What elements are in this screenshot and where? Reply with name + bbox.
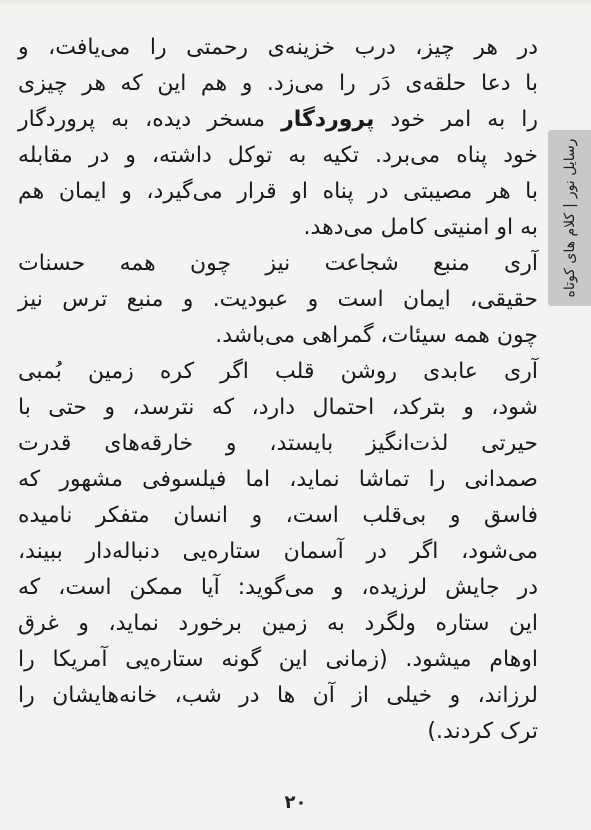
text-line-3-rest: مسخر دیده، به پروردگار — [18, 107, 266, 132]
text-line-3 — [18, 102, 538, 138]
text-line-2: با دعا حلقه‌ی دَر را می‌زد. و هم این که هر چیزی — [18, 71, 538, 96]
bold-word-parvardegar: پروردگار — [281, 107, 375, 132]
text-line-3-lead: را به امر خود — [390, 107, 538, 132]
text-line-6: به او امنیتی کامل می‌دهد. — [303, 215, 538, 240]
text-line-9: چون همه سیئات، گمراهی می‌باشد. — [215, 323, 538, 348]
text-line-15: می‌شود، اگر در آسمان ستاره‌یی دنباله‌دار ببیند، — [18, 539, 538, 564]
text-line-7: آری منبع شجاعت نیز چون همه حسنات — [18, 251, 538, 276]
text-line-11: شود، و بترکد، احتمال دارد، که نترسد، و حتی با — [18, 395, 538, 420]
text-line-10: آری عابدی روشن قلب اگر کره زمین بُمبی — [18, 359, 538, 384]
text-line-8: حقیقی، ایمان است و عبودیت. و منبع ترس نیز — [18, 287, 538, 312]
body-text — [18, 30, 538, 750]
side-tab-series: رسایل نور — [561, 138, 578, 199]
page-top-edge — [0, 0, 591, 6]
text-line-13: صمدانی را تماشا نماید، اما فیلسوفی مشهور که — [18, 467, 538, 492]
text-line-1: در هر چیز، درب خزینه‌ی رحمتی را می‌یافت، و — [18, 35, 538, 60]
page-number: ۲۰ — [284, 792, 307, 813]
text-line-4: خود پناه می‌برد. تکیه به توکل داشته، و در مقابله — [18, 143, 538, 168]
chapter-side-tab — [548, 130, 591, 306]
text-line-16: در جایش لرزیده، و می‌گوید: آیا ممکن است، که — [18, 575, 538, 600]
text-line-17: این ستاره ولگرد به زمین برخورد نماید، و غرق — [18, 611, 538, 636]
text-line-5: با هر مصیبتی در پناه او قرار می‌گیرد، و ایمان هم — [18, 179, 538, 204]
text-line-18: اوهام میشود. (زمانی این گونه ستاره‌یی آمریکا را — [18, 647, 538, 672]
text-line-20: ترک کردند.) — [427, 719, 538, 744]
text-line-12: حیرتی لذت‌انگیز بایستد، و خارقه‌های قدرت — [18, 431, 538, 456]
side-tab-label: رسایل نور|کلام های کوتاه — [561, 138, 578, 298]
text-line-14: فاسق و بی‌قلب است، و انسان متفکر نامیده — [18, 503, 538, 528]
side-tab-title: کلام های کوتاه — [561, 212, 578, 298]
text-line-19: لرزاند، و خیلی از آن ها در شب، خانه‌هایشان را — [18, 683, 538, 708]
